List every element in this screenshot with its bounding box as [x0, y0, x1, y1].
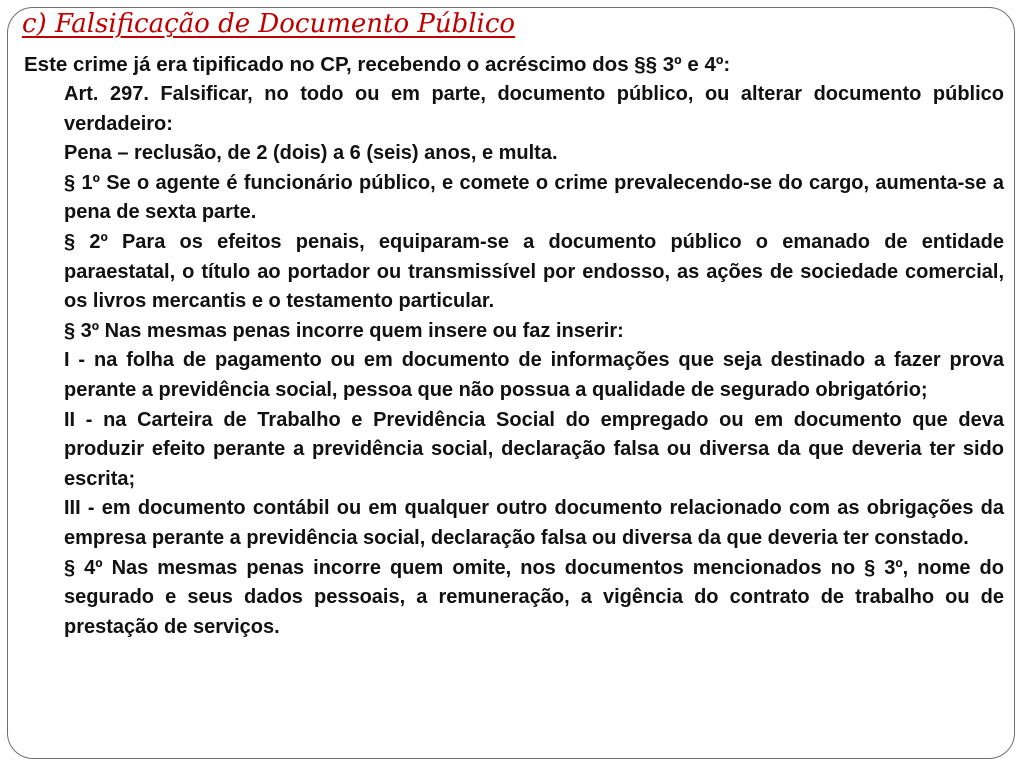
art-297-paragraph-4: § 4º Nas mesmas penas incorre quem omite, nos documentos mencionados no § 3º, nome do segurado e seus dados pessoais, a remuneração, a vigência do contrato de trabalho ou de prestação de serviços. — [64, 556, 1004, 638]
art-297-item-i: I - na folha de pagamento ou em documento de informações que seja destinado a fazer prova perante a previdência social, pessoa que não possua a qualidade de segurado obrigatório; — [64, 349, 1004, 401]
slide-content — [24, 50, 1008, 642]
art-297-paragraph-2: § 2º Para os efeitos penais, equiparam-se a documento público o emanado de entidade paraestatal, o título ao portador ou transmissível por endosso, as ações de sociedade comercial, os livros mercantis e o testamento particular. — [64, 230, 1004, 313]
art-297-pena: Pena – reclusão, de 2 (dois) a 6 (seis) anos, e multa. — [64, 142, 558, 165]
art-297-item-iii: III - em documento contábil ou em qualquer outro documento relacionado com as obrigações da empresa perante a previdência social, declaração falsa ou diversa da que deveria ter constado. — [64, 497, 1004, 549]
intro-text: Este crime já era tipificado no CP, recebendo o acréscimo dos §§ 3º e 4º: — [24, 53, 731, 76]
art-297-paragraph-1: § 1º Se o agente é funcionário público, e comete o crime prevalecendo-se do cargo, aumenta-se a pena de sexta parte. — [64, 171, 1004, 224]
art-297-caput: Art. 297. Falsificar, no todo ou em parte, documento público, ou alterar documento público verdadeiro: — [64, 83, 1004, 135]
art-297-item-ii: II - na Carteira de Trabalho e Previdência Social do empregado ou em documento que deva produzir efeito perante a previdência social, declaração falsa ou diversa da que deveria ter sido escrita; — [64, 408, 1004, 490]
slide-title: c) Falsificação de Documento Público — [22, 9, 516, 39]
law-text — [64, 80, 1004, 642]
art-297-paragraph-3: § 3º Nas mesmas penas incorre quem insere ou faz inserir: — [64, 319, 624, 342]
